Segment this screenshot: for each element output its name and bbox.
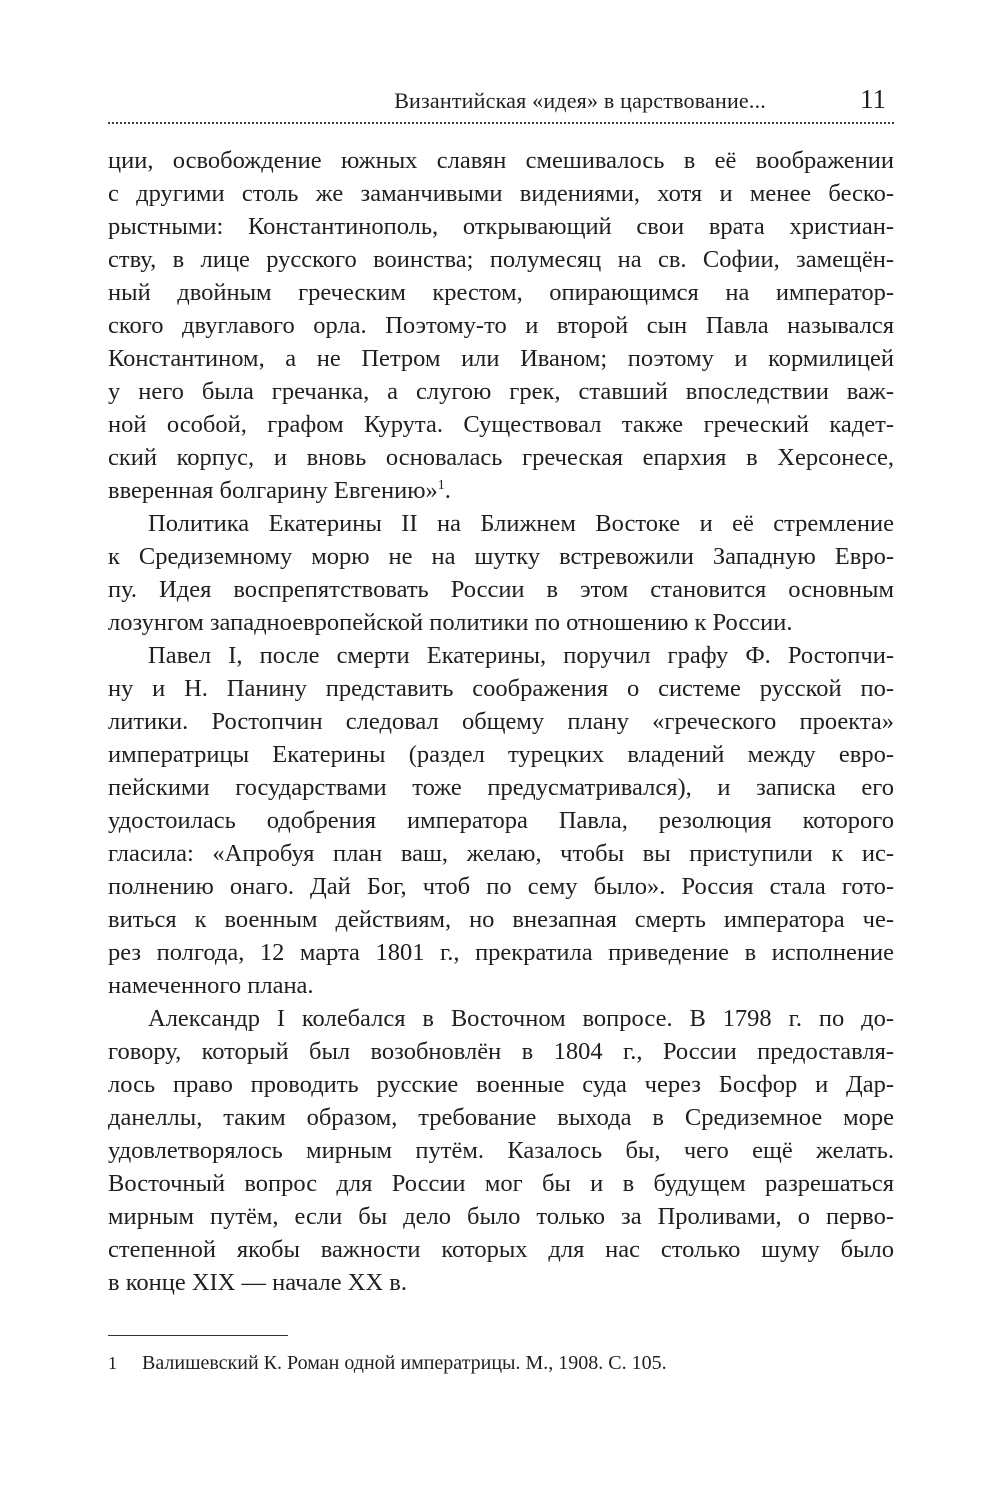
line-text: полнению онаго. Дай Бог, чтоб по сему было». Россия стала гото- [108,873,894,900]
line-text: Павел I, после смерти Екатерины, поручил графу Ф. Ростопчи- [148,642,894,669]
text-line [108,540,894,573]
text-line [108,507,894,540]
text-line [108,1101,894,1134]
text-line [108,705,894,738]
text-line [108,672,894,705]
text-line [108,606,894,639]
line-text: Константином, а не Петром или Иваном; поэтому и кормилицей [108,345,894,372]
text-line [108,1167,894,1200]
text-line [108,1233,894,1266]
text-line [108,1200,894,1233]
text-line [108,903,894,936]
line-text: ный двойным греческим крестом, опирающимся на император- [108,279,894,306]
footnote [108,1350,894,1376]
text-line [108,375,894,408]
line-text: рез полгода, 12 марта 1801 г., прекратила приведение в исполнение [108,939,894,966]
footnote-number: 1 [108,1353,117,1373]
text-line [108,1068,894,1101]
footnote-reference[interactable]: 1 [437,478,445,493]
line-tail: . [444,477,451,504]
line-text: мирным путём, если бы дело было только за Проливами, о перво- [108,1203,894,1230]
text-line [108,870,894,903]
line-text: говору, который был возобновлён в 1804 г., России предоставля- [108,1038,894,1065]
line-text: ству, в лице русского воинства; полумесяц на св. Софии, замещён- [108,246,894,273]
line-text: намеченного плана. [108,972,314,999]
text-line [108,804,894,837]
line-text: Восточный вопрос для России мог бы и в будущем разрешаться [108,1170,894,1197]
paragraph [108,144,894,507]
text-line [108,309,894,342]
text-line [108,210,894,243]
text-line [108,474,894,507]
text-line [108,342,894,375]
page-number: 11 [860,84,886,114]
text-line [108,771,894,804]
line-text: ной особой, графом Курута. Существовал также греческий кадет- [108,411,894,438]
line-text: гласила: «Апробуя план ваш, желаю, чтобы вы приступили к ис- [108,840,894,867]
line-text: удовлетворялось мирным путём. Казалось бы, чего ещё желать. [108,1137,894,1164]
paragraph [108,507,894,639]
line-text: виться к военным действиям, но внезапная смерть императора че- [108,906,894,933]
footnote-divider [108,1335,288,1336]
paragraph [108,1002,894,1299]
running-title: Византийская «идея» в царствование... [394,88,766,113]
text-line [108,738,894,771]
line-text: ский корпус, и вновь основалась греческая епархия в Херсонесе, [108,444,894,471]
text-line [108,837,894,870]
line-text: лозунгом западноевропейской политики по отношению к России. [108,609,793,636]
line-text: данеллы, таким образом, требование выхода в Средиземное море [108,1104,894,1131]
line-text: ции, освобождение южных славян смешивалось в её воображении [108,147,894,174]
text-line [108,936,894,969]
text-line [108,969,894,1002]
text-line [108,144,894,177]
line-text: Политика Екатерины II на Ближнем Востоке и её стремление [148,510,894,537]
running-header [108,82,894,124]
line-text: к Средиземному морю не на шутку встревожили Западную Евро- [108,543,894,570]
text-line [108,177,894,210]
line-text: вверенная болгарину Евгению» [108,477,438,504]
paragraph [108,639,894,1002]
text-line [108,1035,894,1068]
line-text: ну и Н. Панину представить соображения о системе русской по- [108,675,894,702]
text-line [108,276,894,309]
line-text: в конце XIX — начале XX в. [108,1269,407,1296]
line-text: степенной якобы важности которых для нас столько шуму было [108,1236,894,1263]
body-text [108,144,894,1299]
text-line [108,441,894,474]
line-text: литики. Ростопчин следовал общему плану «греческого проекта» [108,708,894,735]
line-text: у него была гречанка, а слугою грек, ставший впоследствии важ- [108,378,894,405]
line-text: императрицы Екатерины (раздел турецких владений между евро- [108,741,894,768]
text-line [108,1002,894,1035]
line-text: удостоилась одобрения императора Павла, резолюция которого [108,807,894,834]
text-line [108,639,894,672]
line-text: ского двуглавого орла. Поэтому-то и второй сын Павла назывался [108,312,894,339]
footnote-text: Валишевский К. Роман одной императрицы. М., 1908. С. 105. [142,1352,667,1374]
text-line [108,1134,894,1167]
line-text: лось право проводить русские военные суда через Босфор и Дар- [108,1071,894,1098]
text-line [108,1266,894,1299]
text-line [108,408,894,441]
line-text: с другими столь же заманчивыми видениями, хотя и менее беско- [108,180,894,207]
text-line [108,243,894,276]
line-text: пу. Идея воспрепятствовать России в этом становится основным [108,576,894,603]
line-text: Александр I колебался в Восточном вопросе. В 1798 г. по до- [148,1005,894,1032]
line-text: рыстными: Константинополь, открывающий свои врата христиан- [108,213,894,240]
line-text: пейскими государствами тоже предусматривался), и записка его [108,774,894,801]
text-line [108,573,894,606]
